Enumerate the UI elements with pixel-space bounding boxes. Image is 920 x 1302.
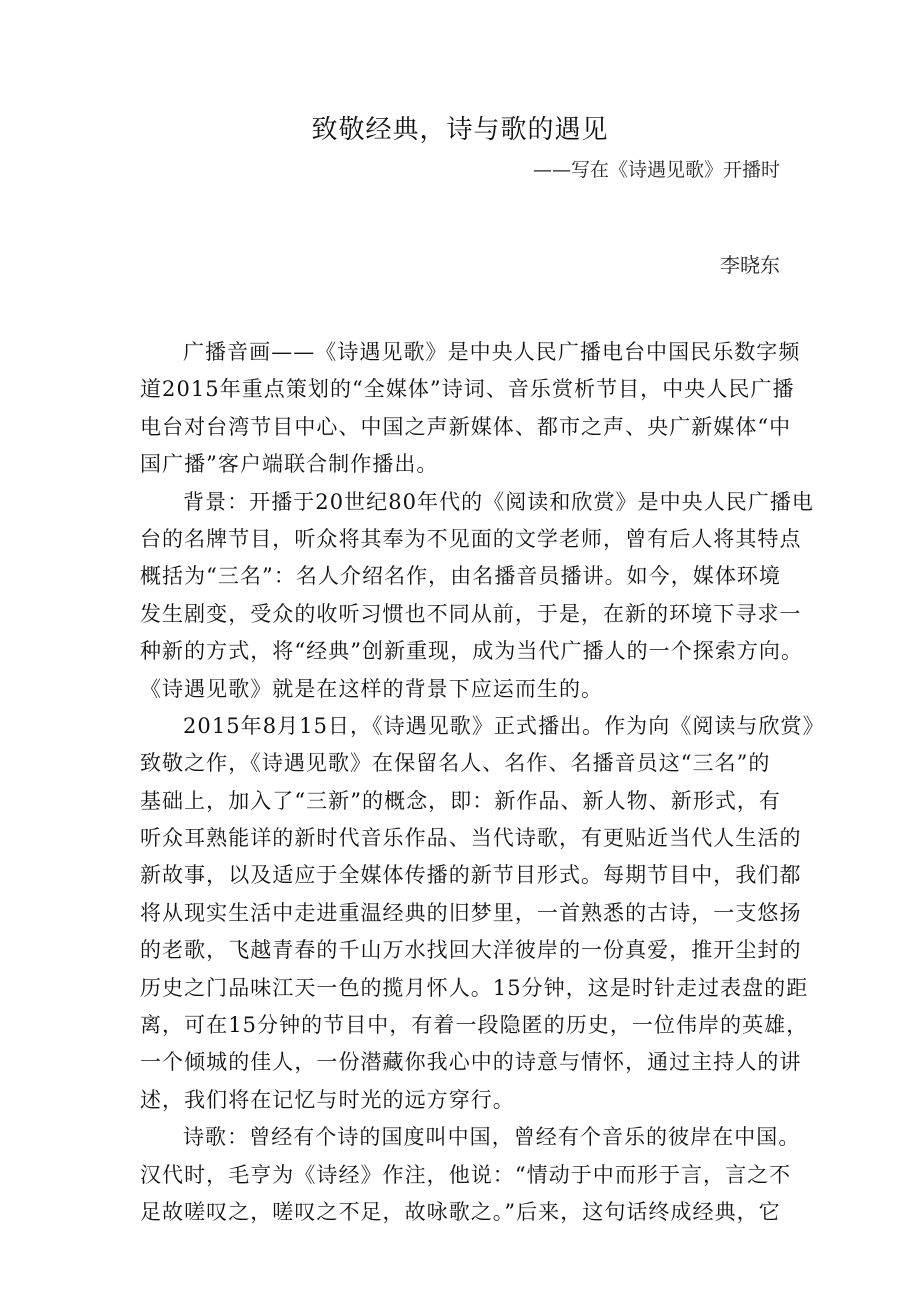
paragraph-1 (140, 334, 801, 484)
paragraph-4 (140, 1119, 801, 1231)
text-line: 的老歌，飞越青春的千山万水找回大洋彼岸的一份真爱，推开尘封的 (140, 938, 802, 963)
text-line: 历史之门品味江天一色的揽月怀人。15分钟，这是时针走过表盘的距 (140, 975, 809, 1000)
text-line: 诗歌：曾经有个诗的国度叫中国，曾经有个音乐的彼岸在中国。 (183, 1125, 801, 1150)
text-line: 离，可在15分钟的节目中，有着一段隐匿的历史，一位伟岸的英雄， (140, 1013, 809, 1038)
text-line: 概括为“三名”：名人介绍名作，由名播音员播讲。如今，媒体环境 (140, 564, 781, 589)
text-line: 电台对台湾节目中心、中国之声新媒体、都市之声、央广新媒体“中 (140, 414, 792, 439)
text-line: 《诗遇见歌》就是在这样的背景下应运而生的。 (140, 676, 604, 701)
text-line: 发生剧变，受众的收听习惯也不同从前，于是，在新的环境下寻求一 (140, 601, 802, 626)
author-name: 李晓东 (720, 253, 780, 277)
text-line: 种新的方式，将“经典”创新重现，成为当代广播人的一个探索方向。 (140, 639, 804, 664)
paragraph-2 (140, 484, 814, 708)
text-line: 新故事，以及适应于全媒体传播的新节目形式。每期节目中，我们都 (140, 863, 802, 888)
text-line: 基础上，加入了“三新”的概念，即：新作品、新人物、新形式，有 (140, 788, 781, 813)
text-line: 一个倾城的佳人，一份潜藏你我心中的诗意与情怀，通过主持人的讲 (140, 1050, 802, 1075)
text-line: 广播音画——《诗遇见歌》是中央人民广播电台中国民乐数字频 (183, 340, 801, 364)
text-line: 台的名牌节目，听众将其奉为不见面的文学老师，曾有后人将其特点 (140, 526, 802, 551)
text-line: 道2015年重点策划的“全媒体”诗词、音乐赏析节目，中央人民广播 (140, 377, 795, 402)
text-line: 2015年8月15日，《诗遇见歌》正式播出。作为向《阅读与欣赏》 (183, 713, 825, 738)
paragraph-3 (140, 708, 825, 1119)
text-line: 汉代时，毛亨为《诗经》作注，他说：“情动于中而形于言，言之不 (140, 1162, 792, 1187)
text-line: 致敬之作，《诗遇见歌》在保留名人、名作、名播音员这“三名”的 (140, 751, 771, 776)
document-body (140, 334, 825, 1231)
document-subtitle: ——写在《诗遇见歌》开播时 (532, 159, 780, 181)
document-title: 致敬经典，诗与歌的遇见 (311, 115, 609, 145)
text-line: 背景：开播于20世纪80年代的《阅读和欣赏》是中央人民广播电 (183, 489, 814, 514)
text-line: 将从现实生活中走进重温经典的旧梦里，一首熟悉的古诗，一支悠扬 (140, 900, 802, 925)
text-line: 述，我们将在记忆与时光的远方穿行。 (140, 1087, 515, 1112)
text-line: 足故嗟叹之，嗟叹之不足，故咏歌之。”后来，这句话终成经典，它 (140, 1199, 781, 1224)
text-line: 国广播”客户端联合制作播出。 (140, 452, 439, 477)
text-line: 听众耳熟能详的新时代音乐作品、当代诗歌，有更贴近当代人生活的 (140, 826, 802, 851)
